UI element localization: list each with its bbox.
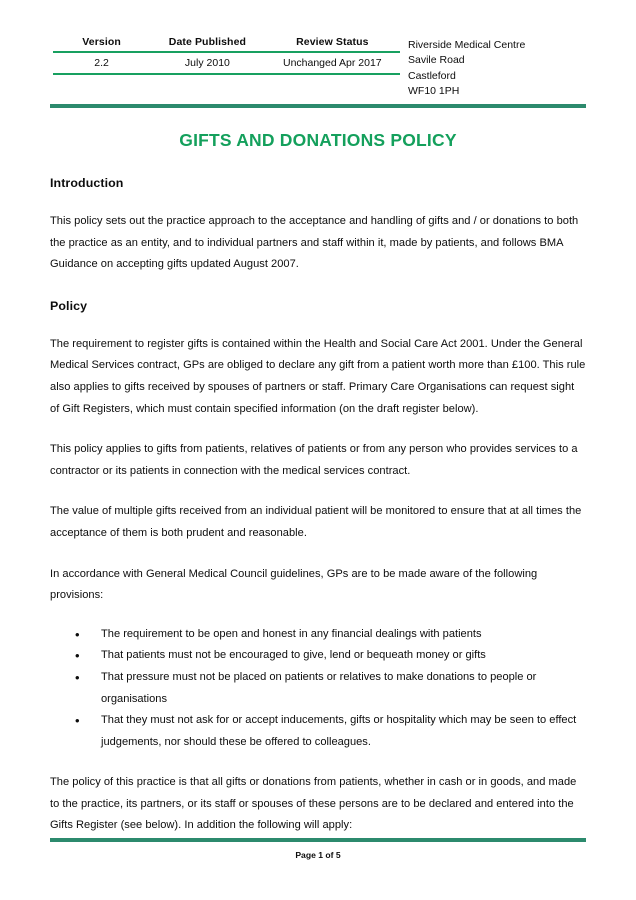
paragraph-policy-3: The value of multiple gifts received from an individual patient will be monitored to ensure that at all times the acceptance of them is both prudent and reasonable. (50, 505, 582, 539)
list-item: • The requirement to be open and honest in any financial dealings with patients (88, 624, 586, 646)
header-divider-rule (50, 104, 586, 108)
document-content (50, 176, 586, 856)
document-header (0, 36, 636, 98)
address-line-postcode: WF10 1PH (408, 85, 460, 98)
provisions-list (50, 624, 586, 754)
version-metadata-table (53, 36, 400, 75)
column-header-date-published: Date Published (150, 36, 265, 52)
address-line-town: Castleford (408, 69, 456, 82)
section-heading-introduction: Introduction (50, 176, 124, 190)
list-item: • That patients must not be encouraged to give, lend or bequeath money or gifts (88, 645, 586, 667)
paragraph-policy-2: This policy applies to gifts from patients, relatives of patients or from any person who provides services to a contractor or its patients in connection with the medical services contract. (50, 443, 578, 477)
page-footer: Page 1 of 5 (295, 850, 341, 860)
list-item: • That they must not ask for or accept inducements, gifts or hospitality which may be seen to effect judgements, nor should these be offered to colleagues. (88, 710, 586, 753)
column-header-version: Version (53, 36, 150, 52)
paragraph-policy-4: In accordance with General Medical Council guidelines, GPs are to be made aware of the following provisions: (50, 567, 538, 602)
cell-version: 2.2 (53, 52, 150, 74)
list-item: • That pressure must not be placed on patients or relatives to make donations to people or organisations (88, 667, 586, 710)
paragraph-closing: The policy of this practice is that all gifts or donations from patients, whether in cash or in goods, and made to the practice, its partners, or its staff or spouses of these persons are to be declared and entered into the Gifts Register (see below). In addition the following will apply: (50, 776, 577, 832)
table-row (53, 52, 400, 74)
footer-divider-rule (50, 838, 586, 842)
practice-address-block (408, 38, 525, 100)
address-line-street: Savile Road (408, 54, 465, 67)
column-header-review-status: Review Status (265, 36, 400, 52)
table-header-row (53, 36, 400, 52)
address-line-practice-name: Riverside Medical Centre (408, 39, 526, 51)
cell-review-status: Unchanged Apr 2017 (265, 52, 400, 74)
page-title: GIFTS AND DONATIONS POLICY (179, 130, 457, 150)
section-heading-policy: Policy (50, 298, 88, 313)
paragraph-introduction: This policy sets out the practice approach to the acceptance and handling of gifts and / or donations to both the practice as an entity, and to individual partners and staff within it, made by patients, and follows BMA Guidance on accepting gifts updated August 2007. (50, 215, 579, 271)
cell-date-published: July 2010 (150, 52, 265, 74)
paragraph-policy-1: The requirement to register gifts is contained within the Health and Social Care Act 2001. Under the General Medical Services contract, GPs are obliged to declare any gift from a patient worth more than £100. This rule also applies to gifts received by spouses of partners or staff. Primary Care Organisations can request sight of Gift Registers, which must contain specified information (on the draft register below). (50, 337, 586, 415)
